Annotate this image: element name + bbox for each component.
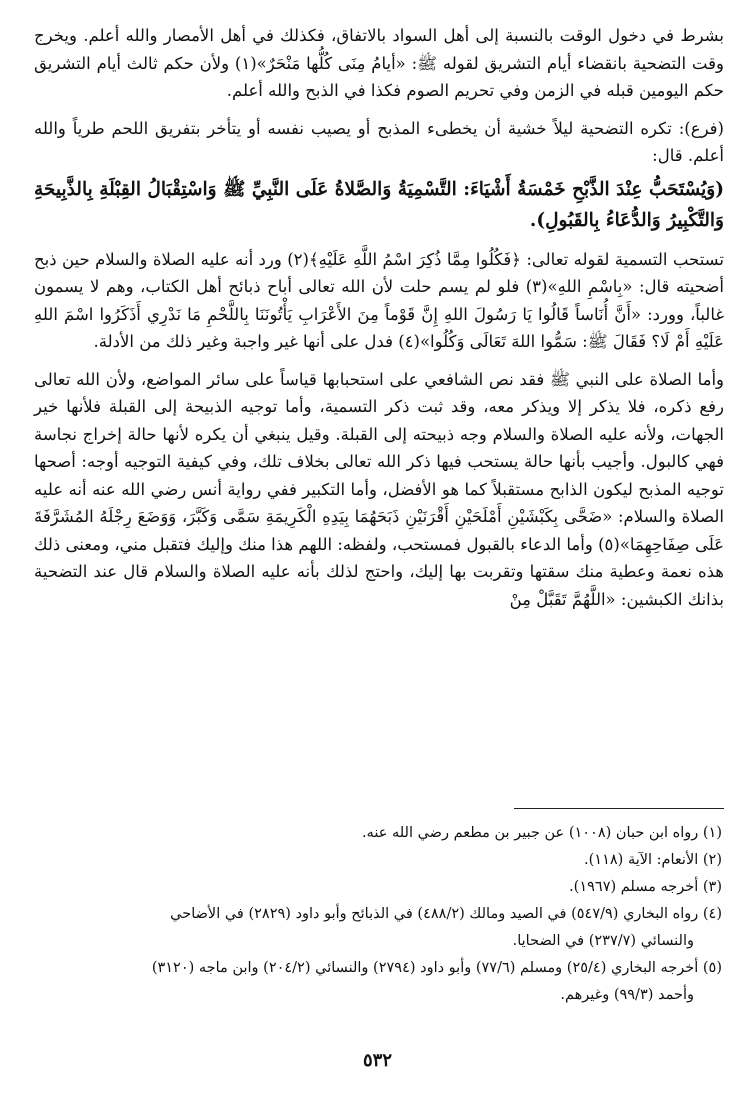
footnote-text: (٢) الأنعام: الآية (١١٨). <box>584 852 722 868</box>
footnote-text: (٤) رواه البخاري (٥٤٧/٩) في الصيد ومالك (٤٨٨/٢) في الذبائح وأبو داود (٢٨٢٩) في الأضاحي <box>170 906 722 922</box>
paragraph-sacrifice-time: بشرط في دخول الوقت بالنسبة إلى أهل السواد بالاتفاق، فكذلك في أهل الأمصار والله أعلم. ويخرج وقت التضحية بانقضاء أيام التشريق لقوله ﷺ: «أيامُ مِنَى كُلُّها مَنْحَرٌ»(١) ولأن حكم ثالث أيام التشريق حكم اليومين قبله في الزمن وفي تحريم الصوم فكذا في الذبح والله أعلم. <box>34 26 724 100</box>
footnote-text: (٥) أخرجه البخاري (٢٥/٤) ومسلم (٧٧/٦) وأبو داود (٢٧٩٤) والنسائي (٢٠٤/٢) وابن ماجه (٣١٢٠) <box>151 960 722 976</box>
paragraph-main-text-rule: (وَيُسْتَحَبُّ عِنْدَ الذَّبْحِ خَمْسَةُ أَشْيَاءَ: التَّسْمِيَةُ وَالصَّلاةُ عَلَى النَّبِيِّ ﷺ وَاسْتِقْبَالُ القِبْلَةِ بِالذَّبِيحَةِ وَالتَّكْبِيرُ وَالدُّعَاءُ بِالقَبُولِ). <box>34 178 724 231</box>
footnote-2 <box>34 847 724 874</box>
paragraph-tasmiya: تستحب التسمية لقوله تعالى: ﴿فَكُلُوا مِمَّا ذُكِرَ اسْمُ اللَّهِ عَلَيْهِ﴾(٢) ورد أنه عليه الصلاة والسلام حين ذبح أضحيته قال: «بِاسْمِ اللهِ»(٣) فلو لم يسم حلت لأن الله تعالى أباح ذبائح أهل الكتاب، وهم لا يسمون غالباً، وورد: «أَنَّ أُنَاساً قَالُوا يَا رَسُولَ اللهِ إِنَّ قَوْماً مِنَ الأَعْرَابِ يَأْتُونَنَا بِاللَّحْمِ مَا نَدْرِي أَذَكَرُوا اسْمَ اللهِ عَلَيْهِ أَمْ لَا؟ فَقَالَ ﷺ: سَمُّوا اللهَ تَعَالَى وَكُلُوا»(٤) فدل على أنها غير واجبة وغير ذلك من الأدلة. <box>34 249 724 351</box>
footnote-4 <box>34 901 724 955</box>
paragraph-night-sacrifice: (فرع): تكره التضحية ليلاً خشية أن يخطىء المذبح أو يصيب نفسه أو يتأخر بتفريق اللحم طرياً والله أعلم. قال: <box>34 118 724 165</box>
footnote-1 <box>34 820 724 847</box>
footnote-continuation: والنسائي (٢٣٧/٧) في الضحايا. <box>512 933 694 949</box>
footnotes-section <box>34 820 724 1009</box>
footnote-text: (٣) أخرجه مسلم (١٩٦٧). <box>569 879 722 895</box>
page-number: ٥٣٢ <box>362 1050 392 1071</box>
paragraph-salat-and-qibla: وأما الصلاة على النبي ﷺ فقد نص الشافعي على استحبابها قياساً على سائر المواضع، ولأن الله تعالى رفع ذكره، فلا يذكر إلا ويذكر معه، وقد ثبت ذكر التسمية، وأما توجيه الذبيحة إلى القبلة فلأنها خير الجهات، ولأنه عليه الصلاة والسلام وجه ذبيحته إلى القبلة. وقيل ينبغي أن يكره لأنها حالة إخراج نجاسة فهي كالبول. وأجيب بأنها حالة يستحب فيها ذكر الله تعالى بخلاف تلك، وفي كيفية التوجيه أوجه: أصحها توجيه المذبح ليكون الذابح مستقبلاً كما هو الأفضل، وأما التكبير ففي رواية أنس رضي الله عنه أنه عليه الصلاة والسلام: «ضَحَّى بِكَبْشَيْنِ أَمْلَحَيْنِ أَقْرَنَيْنِ ذَبَحَهُمَا بِيَدِهِ الْكَرِيمَةِ سَمَّى وَكَبَّرَ، وَوَضَعَ رِجْلَهُ المُشَرَّفَةَ عَلَى صِفَاحِهِمَا»(٥) وأما الدعاء بالقبول فمستحب، ولفظه: اللهم هذا منك وإليك فتقبل مني، ومعنى ذلك هذه نعمة وعطية منك سقتها وتقربت بها إليك، واحتج لذلك بأنه عليه الصلاة والسلام قال عند التضحية بذانك الكبشين: «اللَّهُمَّ تَقَبَّلْ مِنْ <box>34 369 725 609</box>
footnote-continuation: وأحمد (٩٩/٣) وغيرهم. <box>560 987 694 1003</box>
footnote-5 <box>34 955 724 1009</box>
footnote-separator <box>514 808 724 809</box>
footnote-text: (١) رواه ابن حبان (١٠٠٨) عن جبير بن مطعم رضي الله عنه. <box>361 825 722 841</box>
page-body <box>34 22 724 617</box>
footnote-3 <box>34 874 724 901</box>
